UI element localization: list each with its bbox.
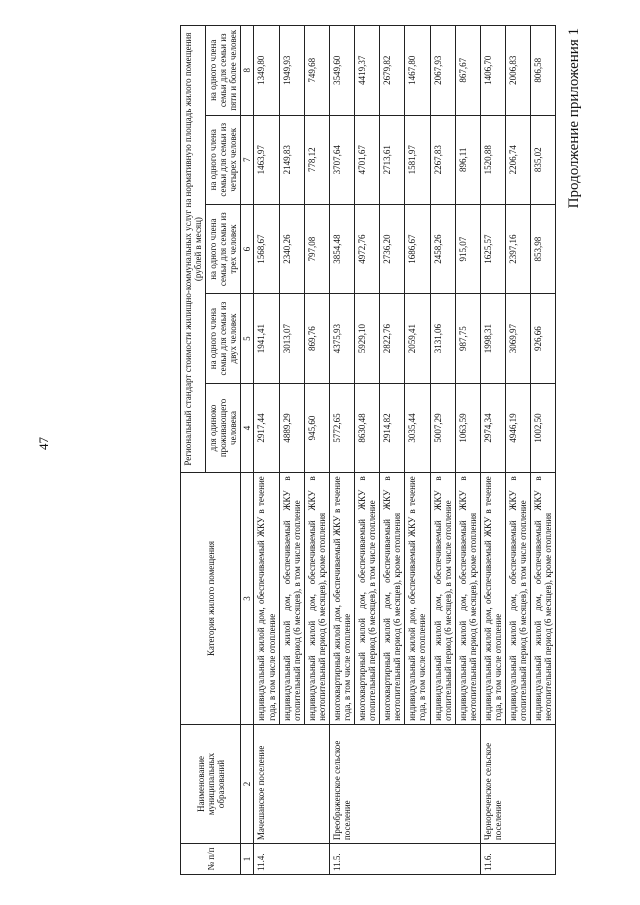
cost-value: 4946,19	[506, 383, 531, 472]
housing-category: индивидуальный жилой дом, обеспечиваемый ЖКУ в неотопительный период (6 месяцев), кроме отопления	[304, 473, 329, 725]
cost-value: 1463,97	[254, 115, 279, 204]
housing-category: индивидуальный жилой дом, обеспечиваемый ЖКУ в отопительный период (6 месяцев), в том числе отопление	[506, 473, 531, 725]
column-number: 8	[241, 26, 254, 116]
cost-value: 3013,07	[279, 294, 304, 383]
cost-value: 1686,67	[405, 204, 430, 293]
cost-value: 4701,67	[355, 115, 380, 204]
cost-value: 2713,61	[380, 115, 405, 204]
table-header	[181, 26, 254, 875]
cost-value: 2397,16	[506, 204, 531, 293]
row-number: 11.4.	[254, 844, 329, 875]
housing-category: многоквартирный жилой дом, обеспечиваемый ЖКУ в отопительный период (6 месяцев), в том числе отопление	[355, 473, 380, 725]
cost-value: 5007,29	[430, 383, 455, 472]
cost-value: 1998,31	[480, 294, 505, 383]
cost-value: 749,68	[304, 26, 329, 116]
header-no: № п/п	[181, 844, 241, 875]
column-number: 3	[241, 473, 254, 725]
cost-value: 2340,26	[279, 204, 304, 293]
column-number: 6	[241, 204, 254, 293]
cost-value: 915,07	[455, 204, 480, 293]
table-row	[480, 26, 505, 875]
cost-value: 1467,80	[405, 26, 430, 116]
column-number: 4	[241, 383, 254, 472]
header-sub: для одиноко проживающего человека	[206, 383, 241, 472]
column-number: 1	[241, 844, 254, 875]
cost-value: 4889,29	[279, 383, 304, 472]
cost-value: 2917,44	[254, 383, 279, 472]
municipality-name: Мачешанское поселение	[254, 724, 329, 843]
housing-category: многоквартирный жилой дом, обеспечиваемый ЖКУ в течение года, в том числе отопление	[329, 473, 354, 725]
header-category: Категория жилого помещения	[181, 473, 241, 725]
cost-value: 3549,60	[329, 26, 354, 116]
cost-value: 1625,57	[480, 204, 505, 293]
cost-value: 5772,65	[329, 383, 354, 472]
cost-value: 2206,74	[506, 115, 531, 204]
cost-value: 797,08	[304, 204, 329, 293]
housing-category: индивидуальный жилой дом, обеспечиваемый ЖКУ в течение года, в том числе отопление	[405, 473, 430, 725]
cost-value: 4419,37	[355, 26, 380, 116]
municipality-name: Чернореченское сельское поселение	[480, 724, 555, 843]
cost-value: 2149,83	[279, 115, 304, 204]
row-number: 11.5.	[329, 844, 480, 875]
header-sub: на одного члена семьи для семьи из трех человек	[206, 204, 241, 293]
housing-category: многоквартирный жилой дом, обеспечиваемый ЖКУ в неотопительный период (6 месяцев), кроме отопления	[380, 473, 405, 725]
header-sub: на одного члена семьи для семьи из двух человек	[206, 294, 241, 383]
cost-value: 945,60	[304, 383, 329, 472]
cost-value: 926,66	[531, 294, 556, 383]
tariff-table	[180, 25, 556, 875]
housing-category: индивидуальный жилой дом, обеспечиваемый ЖКУ в отопительный период (6 месяцев), в том числе отопление	[279, 473, 304, 725]
cost-value: 987,75	[455, 294, 480, 383]
housing-category: индивидуальный жилой дом, обеспечиваемый ЖКУ в отопительный период (6 месяцев), в том числе отопление	[430, 473, 455, 725]
cost-value: 2059,41	[405, 294, 430, 383]
housing-category: индивидуальный жилой дом, обеспечиваемый ЖКУ в неотопительный период (6 месяцев), кроме отопления	[455, 473, 480, 725]
cost-value: 1520,88	[480, 115, 505, 204]
cost-value: 2006,83	[506, 26, 531, 116]
table-row	[254, 26, 279, 875]
cost-value: 835,02	[531, 115, 556, 204]
cost-value: 1002,50	[531, 383, 556, 472]
cost-value: 853,98	[531, 204, 556, 293]
housing-category: индивидуальный жилой дом, обеспечиваемый ЖКУ в течение года, в том числе отопление	[480, 473, 505, 725]
cost-value: 3069,97	[506, 294, 531, 383]
cost-value: 806,58	[531, 26, 556, 116]
cost-value: 1568,67	[254, 204, 279, 293]
cost-value: 3035,44	[405, 383, 430, 472]
cost-value: 3707,64	[329, 115, 354, 204]
cost-value: 2736,20	[380, 204, 405, 293]
header-sub: на одного члена семьи для семьи из четырех человек	[206, 115, 241, 204]
cost-value: 2914,82	[380, 383, 405, 472]
column-number-row	[241, 26, 254, 875]
cost-value: 2067,93	[430, 26, 455, 116]
housing-category: индивидуальный жилой дом, обеспечиваемый ЖКУ в течение года, в том числе отопление	[254, 473, 279, 725]
column-number: 5	[241, 294, 254, 383]
cost-value: 896,11	[455, 115, 480, 204]
cost-value: 1941,41	[254, 294, 279, 383]
page-number: 47	[36, 437, 51, 450]
cost-value: 4972,76	[355, 204, 380, 293]
cost-value: 1063,59	[455, 383, 480, 472]
cost-value: 867,67	[455, 26, 480, 116]
cost-value: 3854,48	[329, 204, 354, 293]
cost-value: 2458,26	[430, 204, 455, 293]
header-sub: на одного члена семьи для семьи из пяти и более человек	[206, 26, 241, 116]
cost-value: 1349,80	[254, 26, 279, 116]
municipality-name: Преображенское сельское поселение	[329, 724, 480, 843]
cost-value: 2822,76	[380, 294, 405, 383]
cost-value: 5929,10	[355, 294, 380, 383]
header-municipality: Наименование муниципальных образований	[181, 724, 241, 843]
row-number: 11.6.	[480, 844, 555, 875]
cost-value: 2679,82	[380, 26, 405, 116]
housing-category: индивидуальный жилой дом, обеспечиваемый ЖКУ в неотопительный период (6 месяцев), кроме отопления	[531, 473, 556, 725]
cost-value: 2974,34	[480, 383, 505, 472]
header-standard-group: Региональный стандарт стоимости жилищно-коммунальных услуг на нормативную площадь жилого помещения (рублей в месяц)	[181, 26, 206, 473]
cost-value: 1581,97	[405, 115, 430, 204]
cost-value: 778,12	[304, 115, 329, 204]
cost-value: 3131,06	[430, 294, 455, 383]
column-number: 7	[241, 115, 254, 204]
table-body	[254, 26, 556, 875]
cost-value: 8630,48	[355, 383, 380, 472]
continuation-label: Продолжение приложения 1	[566, 28, 582, 209]
cost-value: 1949,93	[279, 26, 304, 116]
cost-value: 1406,70	[480, 26, 505, 116]
cost-value: 2267,83	[430, 115, 455, 204]
column-number: 2	[241, 724, 254, 843]
table-row	[329, 26, 354, 875]
cost-value: 869,76	[304, 294, 329, 383]
cost-value: 4375,93	[329, 294, 354, 383]
